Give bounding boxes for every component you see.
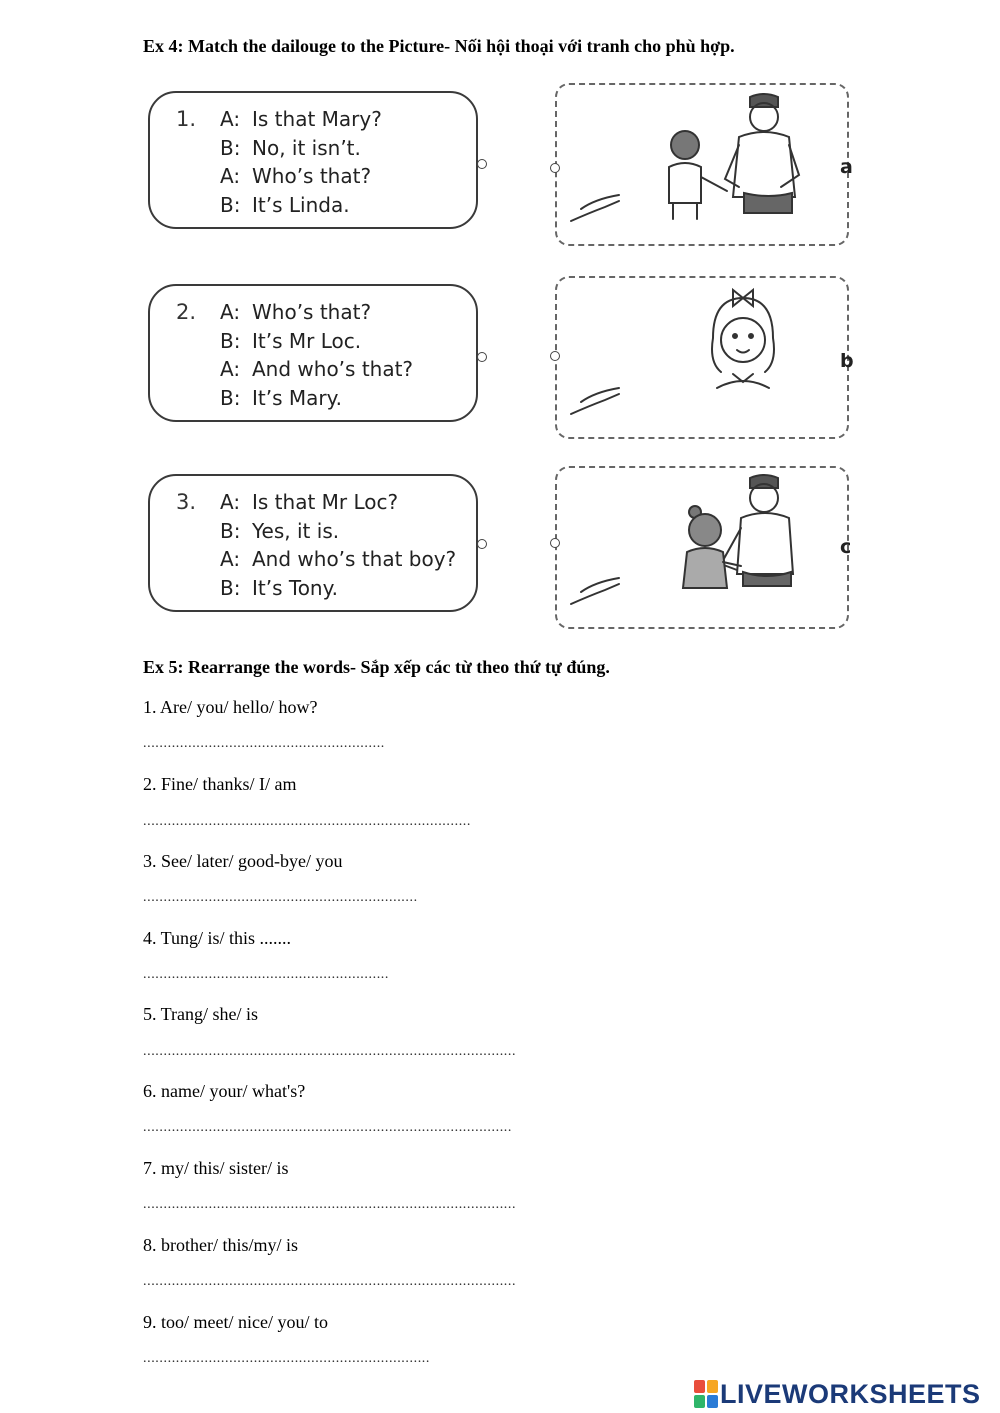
line-text: It’s Mary. — [252, 385, 342, 410]
question-7: 7. my/ this/ sister/ is — [143, 1158, 289, 1178]
speaker: A: — [220, 357, 241, 381]
dialog-line — [220, 191, 382, 220]
answer-line-8[interactable]: ........................................................................................... — [143, 1274, 517, 1289]
line-text: It’s Mr Loc. — [252, 328, 362, 353]
match-dot-picture-c[interactable] — [550, 538, 560, 548]
question-9: 9. too/ meet/ nice/ you/ to — [143, 1312, 328, 1332]
dialog-line — [220, 162, 382, 191]
question-5: 5. Trang/ she/ is — [143, 1004, 259, 1024]
match-dot-dialog-1[interactable] — [477, 159, 487, 169]
dialog-line — [220, 298, 413, 327]
dialog-line — [220, 105, 382, 134]
dialog-lines — [220, 488, 456, 602]
speaker: B: — [220, 328, 241, 353]
line-text: And who’s that boy? — [252, 547, 457, 571]
speaker: A: — [220, 547, 241, 571]
line-text: Yes, it is. — [252, 518, 340, 543]
boy-and-man-illustration — [557, 85, 847, 244]
dialog-line — [220, 384, 413, 413]
logo-blocks-icon — [694, 1380, 720, 1408]
match-dot-picture-a[interactable] — [550, 163, 560, 173]
answer-line-1[interactable]: ........................................................... — [143, 736, 385, 751]
line-text: Who’s that? — [252, 300, 372, 324]
match-dot-dialog-3[interactable] — [477, 539, 487, 549]
question-6: 6. name/ your/ what's? — [143, 1081, 306, 1101]
answer-line-6[interactable]: .......................................................................................... — [143, 1120, 512, 1135]
line-text: Who’s that? — [252, 164, 372, 188]
line-text: Is that Mary? — [252, 107, 382, 131]
speaker: A: — [220, 490, 241, 514]
line-text: It’s Tony. — [252, 575, 338, 600]
dialog-number: 1. — [176, 107, 197, 131]
dialog-line — [220, 488, 456, 517]
dialog-number: 2. — [176, 300, 197, 324]
speaker: A: — [220, 107, 241, 131]
dialog-box-1 — [148, 91, 478, 229]
answer-line-9[interactable]: ...................................................................... — [143, 1351, 430, 1366]
answer-line-7[interactable]: ........................................................................................... — [143, 1197, 517, 1212]
girl-illustration — [557, 278, 847, 437]
picture-letter-b: b — [840, 350, 854, 372]
speaker: B: — [220, 135, 241, 160]
picture-letter-c: c — [840, 536, 852, 558]
question-2: 2. Fine/ thanks/ I/ am — [143, 774, 297, 794]
ex5-title: Ex 5: Rearrange the words- Sắp xếp các từ theo thứ tự đúng. — [143, 657, 610, 677]
question-3: 3. See/ later/ good-bye/ you — [143, 851, 343, 871]
question-4: 4. Tung/ is/ this ....... — [143, 928, 292, 948]
line-text: And who’s that? — [252, 357, 414, 381]
liveworksheets-logo — [694, 1378, 981, 1410]
dialog-box-3 — [148, 474, 478, 612]
answer-line-2[interactable]: ................................................................................ — [143, 814, 471, 829]
line-text: Is that Mr Loc? — [252, 490, 399, 514]
dialog-lines — [220, 105, 382, 219]
dialog-lines — [220, 298, 413, 412]
question-8: 8. brother/ this/my/ is — [143, 1235, 298, 1255]
dialog-number: 3. — [176, 490, 197, 514]
dialog-box-2 — [148, 284, 478, 422]
dialog-line — [220, 355, 413, 384]
match-dot-picture-b[interactable] — [550, 351, 560, 361]
logo-text: LIVEWORKSHEETS — [720, 1378, 981, 1409]
dialog-line — [220, 574, 456, 603]
picture-box-b — [555, 276, 849, 439]
speaker: A: — [220, 164, 241, 188]
girl-and-man-illustration — [557, 468, 847, 627]
picture-box-c — [555, 466, 852, 629]
match-dot-dialog-2[interactable] — [477, 352, 487, 362]
speaker: A: — [220, 300, 241, 324]
ex4-title: Ex 4: Match the dailouge to the Picture- Nối hội thoại với tranh cho phù hợp. — [143, 36, 735, 56]
dialog-line — [220, 545, 456, 574]
dialog-line — [220, 134, 382, 163]
line-text: It’s Linda. — [252, 192, 350, 217]
speaker: B: — [220, 192, 241, 217]
picture-box-a — [555, 83, 849, 246]
dialog-line — [220, 327, 413, 356]
picture-letter-a: a — [840, 156, 853, 178]
speaker: B: — [220, 518, 241, 543]
answer-line-4[interactable]: ............................................................ — [143, 967, 389, 982]
line-text: No, it isn’t. — [252, 135, 361, 160]
speaker: B: — [220, 385, 241, 410]
answer-line-5[interactable]: ........................................................................................... — [143, 1044, 517, 1059]
dialog-line — [220, 517, 456, 546]
speaker: B: — [220, 575, 241, 600]
question-1: 1. Are/ you/ hello/ how? — [143, 697, 318, 717]
answer-line-3[interactable]: ................................................................... — [143, 890, 418, 905]
